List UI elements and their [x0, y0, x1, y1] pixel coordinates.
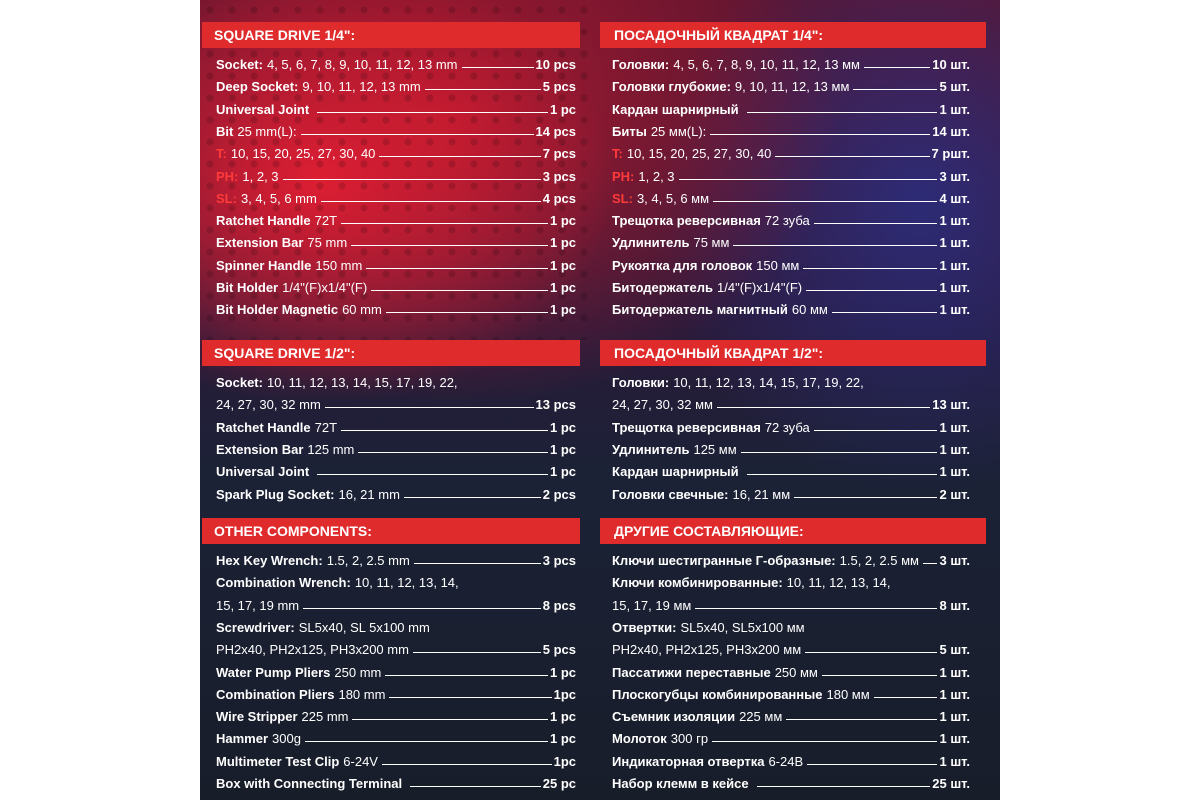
spec-row — [216, 164, 576, 184]
item-label: Extension Bar — [216, 441, 304, 457]
english-column — [200, 0, 600, 800]
item-spec: 125 мм — [693, 441, 737, 457]
leader-line — [814, 223, 938, 224]
item-label: SL: — [612, 190, 633, 206]
section-banner: ПОСАДОЧНЫЙ КВАДРАТ 1/4": — [600, 22, 986, 48]
item-spec: 1.5, 2, 2.5 mm — [326, 553, 410, 568]
item-spec: 4, 5, 6, 7, 8, 9, 10, 11, 12, 13 mm — [266, 57, 458, 72]
leader-line — [803, 268, 937, 269]
item-quantity: 2 шт. — [939, 486, 970, 502]
item-label: Screwdriver: — [216, 619, 295, 635]
item-label: Головки: — [612, 57, 670, 72]
item-label: Spark Plug Socket: — [216, 486, 335, 502]
leader-line — [303, 608, 541, 609]
leader-line — [462, 67, 534, 68]
leader-line — [317, 112, 548, 113]
item-spec: 15, 17, 19 mm — [216, 597, 300, 613]
item-label: Биты — [612, 123, 647, 139]
leader-line — [425, 89, 541, 90]
item-spec: 25 mm(L): — [237, 123, 297, 139]
item-quantity: 5 pcs — [542, 79, 576, 95]
item-spec: 6-24В — [768, 753, 804, 769]
item-quantity: 5 pcs — [542, 642, 576, 658]
item-spec: 3, 4, 5, 6 мм — [636, 190, 710, 206]
item-spec: 9, 10, 11, 12, 13 мм — [734, 79, 850, 95]
spec-row — [216, 392, 576, 412]
leader-line — [747, 112, 938, 113]
spec-row — [216, 660, 576, 680]
spec-row — [612, 186, 970, 206]
item-label: Головки глубокие: — [612, 79, 731, 95]
item-spec: 72T — [314, 213, 338, 229]
section-banner: ПОСАДОЧНЫЙ КВАДРАТ 1/2": — [600, 340, 986, 366]
leader-line — [679, 179, 938, 180]
item-quantity: 7 pcs — [542, 146, 576, 162]
item-label: Bit Holder — [216, 280, 279, 295]
item-spec: 1, 2, 3 — [638, 168, 675, 184]
item-spec: SL5x40, SL 5x100 mm — [298, 619, 430, 635]
item-quantity: 8 pcs — [542, 597, 576, 613]
spec-row — [612, 682, 970, 702]
item-spec: 72T — [314, 419, 338, 435]
spec-row — [216, 74, 576, 94]
item-spec: 225 мм — [739, 709, 783, 725]
leader-line — [301, 134, 534, 135]
item-spec: 60 mm — [342, 302, 382, 318]
item-spec: 10, 11, 12, 13, 14, 15, 17, 19, 22, — [266, 375, 458, 390]
item-spec: 4, 5, 6, 7, 8, 9, 10, 11, 12, 13 мм — [673, 57, 860, 72]
spec-row — [612, 97, 970, 117]
item-quantity: 3 pcs — [542, 168, 576, 184]
spec-row — [216, 208, 576, 228]
leader-line — [321, 201, 541, 202]
spec-row — [216, 726, 576, 746]
item-quantity: 1 шт. — [939, 257, 970, 273]
item-quantity: 1 pc — [549, 464, 576, 480]
spec-row — [612, 164, 970, 184]
item-spec: 25 мм(L): — [650, 123, 707, 139]
leader-line — [747, 474, 938, 475]
spec-row — [216, 593, 576, 613]
spec-row — [216, 615, 576, 635]
spec-row — [216, 548, 576, 568]
spec-row — [612, 230, 970, 250]
spec-row — [612, 459, 970, 479]
leader-line — [923, 563, 938, 564]
leader-line — [410, 786, 541, 787]
item-spec: 9, 10, 11, 12, 13 mm — [302, 79, 421, 95]
leader-line — [712, 741, 937, 742]
leader-line — [757, 786, 931, 787]
leader-line — [325, 407, 534, 408]
item-quantity: 2 pcs — [542, 486, 576, 502]
item-label: Индикаторная отвертка — [612, 753, 765, 769]
spec-row — [216, 297, 576, 317]
spec-row — [612, 548, 970, 568]
item-quantity: 1 pc — [549, 101, 576, 117]
item-label: Universal Joint — [216, 464, 310, 480]
item-quantity: 1 шт. — [939, 419, 970, 435]
item-quantity: 5 шт. — [939, 79, 970, 95]
item-label: Multimeter Test Clip — [216, 753, 340, 769]
spec-sheet-panel — [200, 0, 1000, 800]
item-spec: 75 мм — [693, 235, 730, 251]
leader-line — [713, 201, 937, 202]
item-label: Набор клемм в кейсе — [612, 776, 749, 791]
item-label: Wire Stripper — [216, 709, 298, 725]
leader-line — [352, 719, 548, 720]
item-quantity: 3 шт. — [939, 168, 970, 184]
leader-line — [382, 764, 552, 765]
spec-row — [612, 437, 970, 457]
item-label: Bit Holder Magnetic — [216, 302, 339, 318]
item-quantity: 1 шт. — [939, 235, 970, 251]
spec-row — [216, 415, 576, 435]
leader-line — [389, 697, 551, 698]
leader-line — [386, 312, 548, 313]
item-spec: SL5x40, SL5x100 мм — [680, 619, 805, 635]
item-quantity: 4 pcs — [542, 190, 576, 206]
item-quantity: 3 шт. — [939, 553, 970, 568]
item-spec: 10, 11, 12, 13, 14, 15, 17, 19, 22, — [673, 375, 864, 390]
leader-line — [717, 407, 930, 408]
item-quantity: 13 pcs — [535, 397, 576, 413]
spec-row — [612, 370, 970, 390]
spec-row — [216, 370, 576, 390]
item-label: T: — [612, 146, 623, 162]
item-quantity: 1 pc — [549, 441, 576, 457]
spec-row — [216, 771, 576, 791]
item-spec: 10, 11, 12, 13, 14, — [786, 575, 891, 591]
item-label: Отвертки: — [612, 619, 677, 635]
spec-row — [612, 749, 970, 769]
item-spec: 1, 2, 3 — [242, 168, 279, 184]
item-spec: 1/4"(F)x1/4"(F) — [717, 280, 803, 295]
item-label: Bit — [216, 123, 234, 139]
item-label: Удлинитель — [612, 235, 690, 251]
item-label: Трещотка реверсивная — [612, 213, 761, 229]
spec-row — [216, 637, 576, 657]
item-label: Water Pump Pliers — [216, 664, 331, 680]
item-quantity: 3 pcs — [542, 553, 576, 568]
spec-row — [612, 141, 970, 161]
spec-row — [216, 437, 576, 457]
item-quantity: 1 pc — [549, 419, 576, 435]
item-quantity: 10 pcs — [535, 57, 576, 72]
item-quantity: 5 шт. — [939, 642, 970, 658]
leader-line — [358, 452, 548, 453]
item-label: Битодержатель магнитный — [612, 302, 788, 318]
leader-line — [385, 675, 548, 676]
leader-line — [805, 652, 937, 653]
item-quantity: 1 шт. — [939, 753, 970, 769]
item-label: Hammer — [216, 731, 269, 747]
item-quantity: 1 pc — [549, 235, 576, 251]
item-quantity: 14 pcs — [535, 123, 576, 139]
item-label: PH: — [216, 168, 239, 184]
item-label: PH: — [612, 168, 635, 184]
spec-row — [216, 682, 576, 702]
item-quantity: 1 шт. — [939, 709, 970, 725]
item-quantity: 1 pc — [549, 280, 576, 295]
item-spec: 10, 15, 20, 25, 27, 30, 40 — [230, 146, 376, 162]
item-quantity: 1 шт. — [939, 302, 970, 318]
leader-line — [351, 245, 548, 246]
leader-line — [733, 245, 937, 246]
item-quantity: 1 шт. — [939, 686, 970, 702]
spec-row — [612, 704, 970, 724]
leader-line — [822, 675, 938, 676]
item-quantity: 1 шт. — [939, 213, 970, 229]
item-spec: 1/4"(F)x1/4"(F) — [282, 280, 368, 295]
item-label: Трещотка реверсивная — [612, 419, 761, 435]
item-spec: 1.5, 2, 2.5 мм — [839, 553, 919, 568]
section-banner: SQUARE DRIVE 1/4": — [202, 22, 580, 48]
leader-line — [832, 312, 938, 313]
item-label: Съемник изоляции — [612, 709, 736, 725]
item-spec: 16, 21 мм — [732, 486, 791, 502]
leader-line — [807, 764, 937, 765]
item-spec: PH2x40, PH2x125, PH3x200 мм — [612, 642, 802, 658]
spec-row — [612, 726, 970, 746]
leader-line — [814, 430, 938, 431]
item-spec: 10, 11, 12, 13, 14, — [354, 575, 459, 591]
item-quantity: 1pc — [553, 753, 576, 769]
leader-line — [775, 156, 929, 157]
item-quantity: 4 шт. — [939, 190, 970, 206]
item-spec: 150 mm — [315, 257, 363, 273]
leader-line — [710, 134, 930, 135]
item-quantity: 14 шт. — [932, 123, 970, 139]
item-quantity: 1 pc — [549, 731, 576, 747]
item-spec: 300 гр — [670, 731, 709, 747]
item-label: Socket: — [216, 57, 263, 72]
item-label: Кардан шарнирный — [612, 464, 739, 480]
item-quantity: 1 pc — [549, 664, 576, 680]
russian-column — [600, 0, 1000, 800]
spec-row — [612, 482, 970, 502]
item-spec: 3, 4, 5, 6 mm — [240, 190, 317, 206]
leader-line — [413, 652, 541, 653]
leader-line — [305, 741, 548, 742]
item-label: Кардан шарнирный — [612, 101, 739, 117]
item-quantity: 7 ршт. — [931, 146, 970, 162]
item-quantity: 1 pc — [549, 257, 576, 273]
item-label: Битодержатель — [612, 280, 714, 295]
spec-row — [612, 119, 970, 139]
item-spec: 10, 15, 20, 25, 27, 30, 40 — [626, 146, 772, 162]
item-label: Головки свечные: — [612, 486, 729, 502]
item-spec: 180 мм — [826, 686, 870, 702]
spec-row — [612, 392, 970, 412]
spec-row — [216, 459, 576, 479]
spec-row — [216, 749, 576, 769]
spec-row — [612, 275, 970, 295]
item-label: Ключи комбинированные: — [612, 575, 783, 591]
item-label: Удлинитель — [612, 441, 690, 457]
item-spec: 225 mm — [301, 709, 349, 725]
item-quantity: 1pc — [553, 686, 576, 702]
leader-line — [366, 268, 548, 269]
spec-row — [612, 415, 970, 435]
item-label: Ratchet Handle — [216, 213, 311, 229]
item-label: Deep Socket: — [216, 79, 299, 95]
spec-row — [612, 297, 970, 317]
item-spec: 72 зуба — [764, 419, 810, 435]
item-quantity: 1 шт. — [939, 731, 970, 747]
item-spec: 75 mm — [307, 235, 348, 251]
item-label: Combination Wrench: — [216, 575, 351, 591]
spec-row — [612, 660, 970, 680]
leader-line — [371, 290, 548, 291]
item-label: Universal Joint — [216, 101, 310, 117]
item-quantity: 1 pc — [549, 709, 576, 725]
item-label: SL: — [216, 190, 237, 206]
item-label: Spinner Handle — [216, 257, 312, 273]
leader-line — [806, 290, 937, 291]
leader-line — [414, 563, 541, 564]
item-spec: 60 мм — [791, 302, 828, 318]
spec-row — [216, 119, 576, 139]
item-spec: 300g — [272, 731, 301, 747]
section-banner: ДРУГИЕ СОСТАВЛЯЮЩИЕ: — [600, 518, 986, 544]
item-spec: 6-24V — [343, 753, 378, 769]
spec-row — [612, 253, 970, 273]
item-spec: 250 мм — [774, 664, 818, 680]
spec-row — [216, 97, 576, 117]
item-quantity: 25 pc — [542, 776, 576, 791]
item-label: Плоскогубцы комбинированные — [612, 686, 823, 702]
item-label: Box with Connecting Terminal — [216, 776, 403, 791]
leader-line — [695, 608, 937, 609]
item-quantity: 13 шт. — [932, 397, 970, 413]
leader-line — [379, 156, 540, 157]
spec-row — [216, 275, 576, 295]
item-label: T: — [216, 146, 227, 162]
leader-line — [341, 223, 548, 224]
spec-row — [612, 570, 970, 590]
item-quantity: 10 шт. — [932, 57, 970, 72]
item-spec: 150 мм — [756, 257, 800, 273]
spec-row — [612, 208, 970, 228]
leader-line — [874, 697, 938, 698]
spec-row — [612, 771, 970, 791]
spec-row — [612, 74, 970, 94]
item-label: Молоток — [612, 731, 667, 747]
spec-row — [612, 593, 970, 613]
item-spec: 15, 17, 19 мм — [612, 597, 692, 613]
item-spec: 180 mm — [338, 686, 386, 702]
leader-line — [341, 430, 548, 431]
leader-line — [741, 452, 938, 453]
leader-line — [317, 474, 548, 475]
leader-line — [794, 497, 937, 498]
leader-line — [853, 89, 937, 90]
leader-line — [864, 67, 930, 68]
item-quantity: 25 шт. — [932, 776, 970, 791]
spec-row — [216, 230, 576, 250]
leader-line — [404, 497, 541, 498]
spec-row — [216, 482, 576, 502]
item-label: Extension Bar — [216, 235, 304, 251]
item-label: Combination Pliers — [216, 686, 335, 702]
item-label: Ratchet Handle — [216, 419, 311, 435]
leader-line — [786, 719, 937, 720]
item-quantity: 1 pc — [549, 213, 576, 229]
item-spec: 24, 27, 30, 32 mm — [216, 397, 321, 413]
item-quantity: 1 pc — [549, 302, 576, 318]
spec-row — [216, 704, 576, 724]
spec-row — [216, 52, 576, 72]
item-quantity: 1 шт. — [939, 441, 970, 457]
spec-row — [612, 52, 970, 72]
item-label: Hex Key Wrench: — [216, 553, 323, 568]
item-spec: 250 mm — [334, 664, 382, 680]
spec-row — [612, 637, 970, 657]
item-quantity: 8 шт. — [939, 597, 970, 613]
section-banner: OTHER COMPONENTS: — [202, 518, 580, 544]
item-label: Пассатижи переставные — [612, 664, 771, 680]
spec-row — [216, 253, 576, 273]
leader-line — [283, 179, 541, 180]
item-quantity: 1 шт. — [939, 464, 970, 480]
spec-row — [216, 186, 576, 206]
spec-row — [612, 615, 970, 635]
item-label: Socket: — [216, 375, 263, 390]
item-quantity: 1 шт. — [939, 280, 970, 295]
spec-row — [216, 141, 576, 161]
item-spec: 16, 21 mm — [338, 486, 400, 502]
item-spec: 24, 27, 30, 32 мм — [612, 397, 713, 413]
item-quantity: 1 шт. — [939, 664, 970, 680]
item-spec: 72 зуба — [764, 213, 810, 229]
item-label: Головки: — [612, 375, 670, 390]
item-spec: PH2x40, PH2x125, PH3x200 mm — [216, 642, 409, 658]
item-label: Рукоятка для головок — [612, 257, 753, 273]
item-spec: 125 mm — [307, 441, 355, 457]
item-label: Ключи шестигранные Г-образные: — [612, 553, 836, 568]
spec-row — [216, 570, 576, 590]
section-banner: SQUARE DRIVE 1/2": — [202, 340, 580, 366]
item-quantity: 1 шт. — [939, 101, 970, 117]
